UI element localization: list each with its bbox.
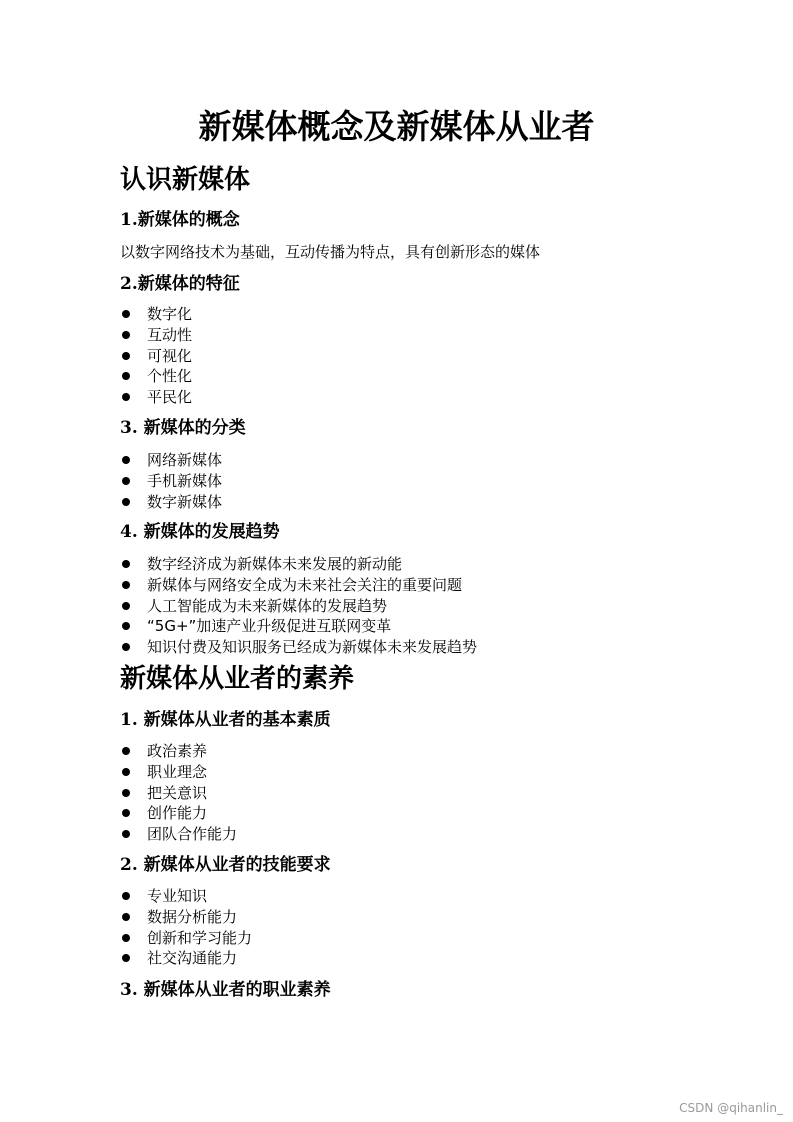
bullet-icon [122,789,130,797]
subheading-trends: 4. 新媒体的发展趋势 [120,522,280,542]
list-item-text: 新媒体与网络安全成为未来社会关注的重要问题 [147,575,463,594]
list-item-text: 数字化 [147,305,193,323]
list-item [120,471,222,492]
bullet-icon [122,809,130,817]
bullet-icon [122,768,130,776]
list-item-text: 团队合作能力 [147,825,238,844]
list-item [120,762,237,783]
list-item [120,596,477,617]
list-item [120,346,192,367]
list-item-text: 个性化 [147,367,193,386]
subheading-categories: 3. 新媒体的分类 [120,418,246,438]
section-heading-practitioner-literacy: 新媒体从业者的素养 [120,664,355,694]
bullet-icon [122,643,130,651]
bullet-icon [122,498,130,506]
list-item-text: 数字经济成为新媒体未来发展的新动能 [147,555,403,573]
list-item-text: 政治素养 [147,742,208,760]
list-item-text: 数据分析能力 [147,907,238,926]
bullet-icon [122,331,130,339]
categories-list [120,450,222,512]
list-item [120,803,237,824]
qualities-list [120,741,237,845]
list-item [120,637,477,658]
subheading-professional-literacy: 3. 新媒体从业者的职业素养 [120,980,331,1000]
bullet-icon [122,892,130,900]
list-item-text: 人工智能成为未来新媒体的发展趋势 [147,596,388,615]
list-item [120,325,192,346]
list-item-text: 职业理念 [147,762,208,781]
watermark: CSDN @qihanlin_ [679,1101,783,1115]
bullet-icon [122,622,130,630]
list-item [120,387,192,408]
list-item-text: 手机新媒体 [147,471,223,490]
list-item-text: 知识付费及知识服务已经成为新媒体未来发展趋势 [147,638,478,657]
list-item [120,783,237,804]
bullet-icon [122,352,130,360]
list-item [120,575,477,596]
subheading-concept: 1.新媒体的概念 [120,210,240,230]
bullet-icon [122,934,130,942]
list-item [120,907,252,928]
list-item-text: “5G+”加速产业升级促进互联网变革 [147,617,392,636]
list-item-text: 创作能力 [147,804,208,823]
list-item [120,366,192,387]
bullet-icon [122,830,130,838]
bullet-icon [122,393,130,401]
list-item [120,824,237,845]
list-item-text: 数字新媒体 [147,492,223,511]
bullet-icon [122,602,130,610]
list-item [120,948,252,969]
bullet-icon [122,954,130,962]
list-item [120,492,222,513]
bullet-icon [122,560,130,568]
list-item [120,741,237,762]
bullet-icon [122,747,130,755]
trends-list [120,554,477,658]
list-item [120,450,222,471]
features-list [120,304,192,408]
list-item-text: 网络新媒体 [147,451,223,469]
list-item-text: 专业知识 [147,887,208,905]
list-item-text: 把关意识 [147,783,208,802]
subheading-features: 2.新媒体的特征 [120,274,240,294]
skills-list [120,886,252,969]
subheading-basic-qualities: 1. 新媒体从业者的基本素质 [120,710,331,730]
bullet-icon [122,913,130,921]
list-item [120,886,252,907]
list-item-text: 创新和学习能力 [147,928,253,947]
section-heading-know-new-media: 认识新媒体 [120,165,251,195]
bullet-icon [122,456,130,464]
list-item-text: 可视化 [147,346,193,365]
bullet-icon [122,372,130,380]
document-title: 新媒体概念及新媒体从业者 [198,107,595,146]
list-item [120,928,252,949]
bullet-icon [122,581,130,589]
list-item-text: 社交沟通能力 [147,949,238,968]
list-item [120,554,477,575]
list-item-text: 互动性 [147,325,193,344]
list-item [120,304,192,325]
subheading-skills: 2. 新媒体从业者的技能要求 [120,855,331,875]
bullet-icon [122,310,130,318]
concept-paragraph: 以数字网络技术为基础，互动传播为特点，具有创新形态的媒体 [120,243,541,261]
bullet-icon [122,477,130,485]
list-item [120,616,477,637]
list-item-text: 平民化 [147,388,193,407]
